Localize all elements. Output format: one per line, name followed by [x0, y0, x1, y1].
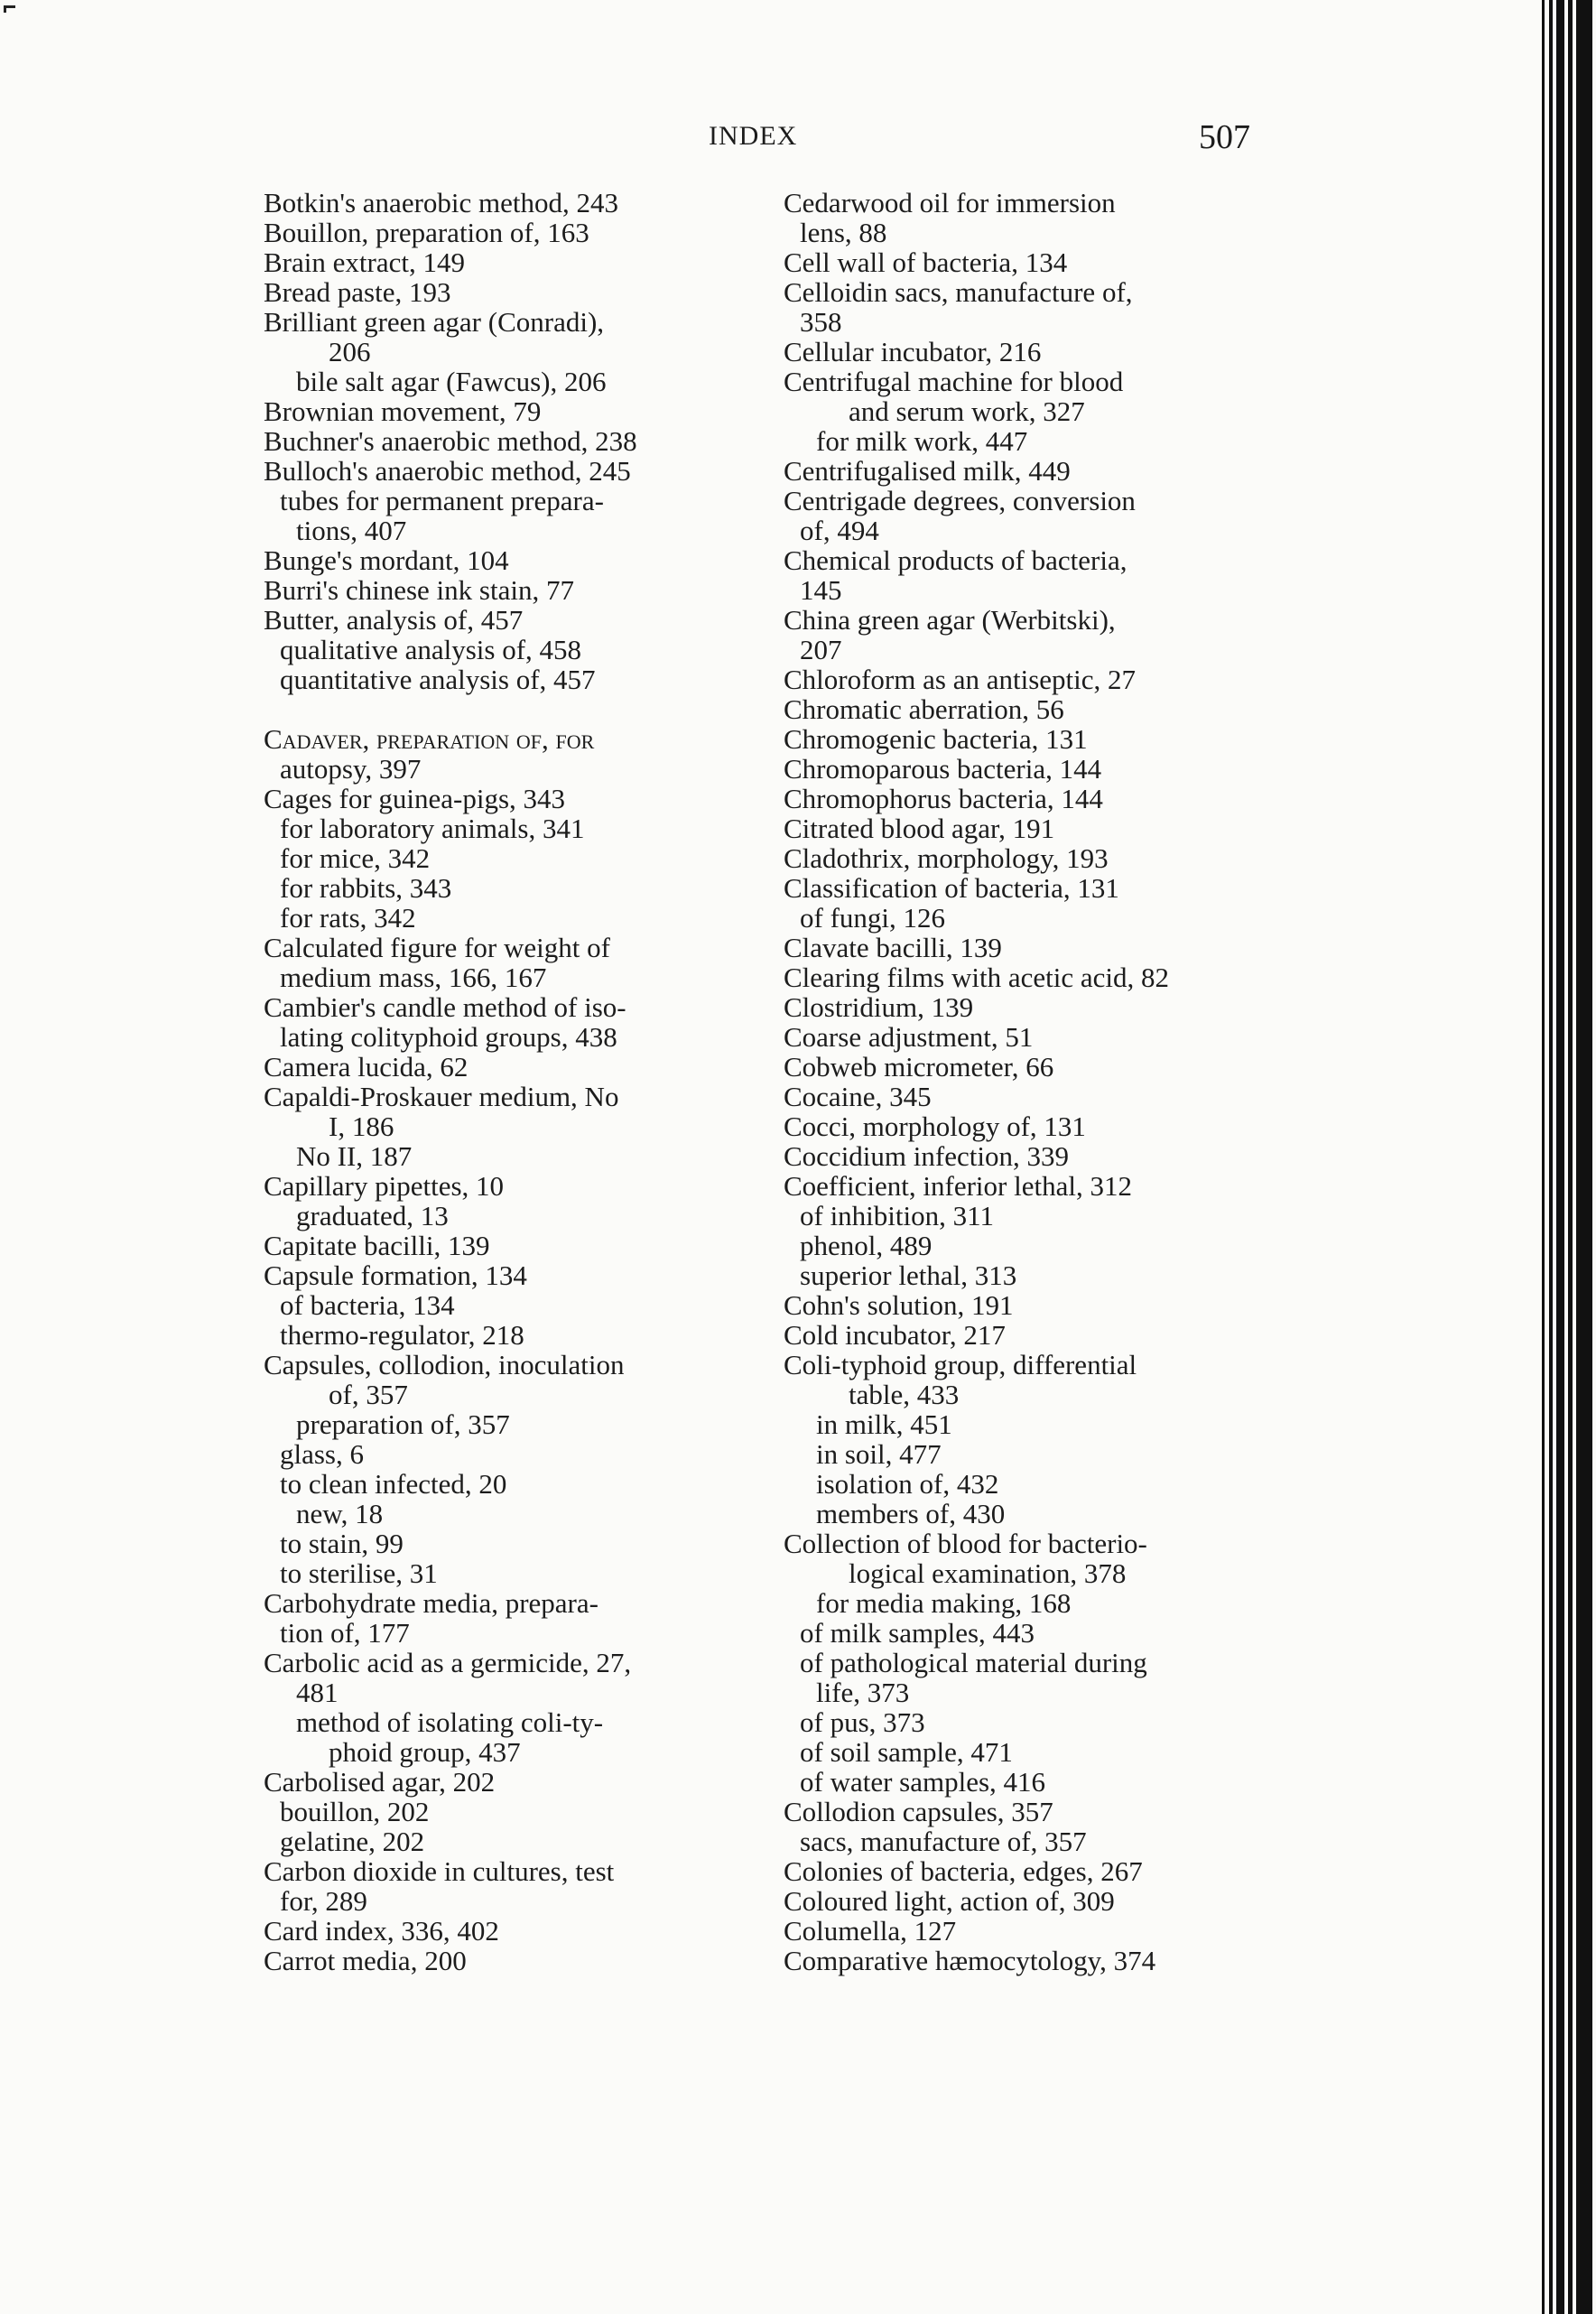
running-head: INDEX — [709, 121, 798, 151]
index-entry: Coli-typhoid group, differential — [784, 1349, 1137, 1380]
index-entry: Cedarwood oil for immersion — [784, 187, 1116, 218]
index-subentry: for laboratory animals, 341 — [280, 813, 585, 844]
index-subentry: of pathological material during — [800, 1647, 1147, 1678]
index-subentry: 145 — [800, 574, 842, 606]
index-subentry: for rabbits, 343 — [280, 872, 452, 904]
index-entry: Cocaine, 345 — [784, 1081, 932, 1112]
index-entry: Coefficient, inferior lethal, 312 — [784, 1170, 1132, 1202]
index-subentry: tion of, 177 — [280, 1617, 410, 1649]
index-entry: Capsule formation, 134 — [264, 1259, 527, 1291]
index-entry: Coarse adjustment, 51 — [784, 1021, 1034, 1053]
index-entry: Capillary pipettes, 10 — [264, 1170, 505, 1202]
index-subentry: 206 — [329, 336, 371, 367]
index-entry: Bunge's mordant, 104 — [264, 544, 509, 576]
index-entry: Cell wall of bacteria, 134 — [784, 246, 1068, 278]
index-subentry: lating colityphoid groups, 438 — [280, 1021, 617, 1053]
index-entry: China green agar (Werbitski), — [784, 604, 1116, 636]
index-subentry: autopsy, 397 — [280, 753, 422, 785]
book-spine-edge — [1542, 0, 1596, 2314]
index-subentry: bile salt agar (Fawcus), 206 — [296, 366, 607, 397]
index-entry: Chromoparous bacteria, 144 — [784, 753, 1102, 785]
page-header — [0, 117, 1596, 172]
index-subentry: method of isolating coli-ty- — [296, 1706, 604, 1738]
index-entry: Brain extract, 149 — [264, 246, 465, 278]
index-subentry: to stain, 99 — [280, 1528, 404, 1559]
section-gap — [264, 694, 774, 724]
index-subentry: to sterilise, 31 — [280, 1557, 438, 1589]
index-entry: Citrated blood agar, 191 — [784, 813, 1055, 844]
index-entry: Celloidin sacs, manufacture of, — [784, 276, 1133, 308]
index-entry: Cages for guinea-pigs, 343 — [264, 783, 566, 814]
index-entry: Card index, 336, 402 — [264, 1915, 499, 1947]
index-subentry: quantitative analysis of, 457 — [280, 664, 596, 695]
index-entry: Bulloch's anaerobic method, 245 — [264, 455, 631, 487]
index-entry: Collection of blood for bacterio- — [784, 1528, 1147, 1559]
index-subentry: phenol, 489 — [800, 1230, 933, 1261]
index-subentry: qualitative analysis of, 458 — [280, 634, 582, 665]
index-subentry: thermo-regulator, 218 — [280, 1319, 524, 1351]
index-subentry: superior lethal, 313 — [800, 1259, 1017, 1291]
index-entry: Capsules, collodion, inoculation — [264, 1349, 625, 1380]
index-subentry: for media making, 168 — [816, 1587, 1072, 1619]
index-subentry: tubes for permanent prepara- — [280, 485, 604, 516]
index-subentry: of milk samples, 443 — [800, 1617, 1035, 1649]
index-entry: Comparative hæmocytology, 374 — [784, 1945, 1156, 1976]
index-entry: Cladothrix, morphology, 193 — [784, 842, 1109, 874]
index-subentry: 207 — [800, 634, 842, 665]
index-subentry: preparation of, 357 — [296, 1408, 510, 1440]
index-column-left — [264, 188, 774, 1975]
index-entry: Centrifugalised milk, 449 — [784, 455, 1071, 487]
index-entry: Carbon dioxide in cultures, test — [264, 1855, 615, 1887]
index-subentry: medium mass, 166, 167 — [280, 962, 547, 993]
index-subentry: of inhibition, 311 — [800, 1200, 994, 1231]
page-number: 507 — [1199, 118, 1250, 156]
index-subentry: for mice, 342 — [280, 842, 431, 874]
index-subentry: of fungi, 126 — [800, 902, 946, 934]
index-subentry: table, 433 — [849, 1379, 960, 1410]
index-subentry: bouillon, 202 — [280, 1796, 430, 1827]
index-subentry: sacs, manufacture of, 357 — [800, 1826, 1087, 1857]
index-entry: Capitate bacilli, 139 — [264, 1230, 490, 1261]
index-subentry: for, 289 — [280, 1885, 367, 1917]
index-subentry: new, 18 — [296, 1498, 384, 1529]
index-subentry: of pus, 373 — [800, 1706, 925, 1738]
index-subentry: phoid group, 437 — [329, 1736, 521, 1768]
index-entry: Cohn's solution, 191 — [784, 1289, 1014, 1321]
index-subentry: gelatine, 202 — [280, 1826, 425, 1857]
index-entry: Coccidium infection, 339 — [784, 1140, 1069, 1172]
index-entry: Colonies of bacteria, edges, 267 — [784, 1855, 1143, 1887]
index-entry: Classification of bacteria, 131 — [784, 872, 1119, 904]
index-entry: Centrigade degrees, conversion — [784, 485, 1136, 516]
index-subentry: of, 357 — [329, 1379, 408, 1410]
index-entry: Brilliant green agar (Conradi), — [264, 306, 605, 338]
index-subentry: of soil sample, 471 — [800, 1736, 1013, 1768]
index-subentry: of bacteria, 134 — [280, 1289, 455, 1321]
index-entry: Butter, analysis of, 457 — [264, 604, 524, 636]
index-entry: Capaldi-Proskauer medium, No — [264, 1081, 619, 1112]
index-entry: Chromophorus bacteria, 144 — [784, 783, 1103, 814]
index-entry: Clearing films with acetic acid, 82 — [784, 962, 1169, 993]
index-entry: Collodion capsules, 357 — [784, 1796, 1053, 1827]
index-entry: Chromogenic bacteria, 131 — [784, 723, 1088, 755]
index-entry: Buchner's anaerobic method, 238 — [264, 425, 637, 457]
index-entry: Cocci, morphology of, 131 — [784, 1111, 1086, 1142]
index-subentry: for milk work, 447 — [816, 425, 1028, 457]
index-entry: Chemical products of bacteria, — [784, 544, 1127, 576]
index-entry: Bread paste, 193 — [264, 276, 451, 308]
index-entry: Cellular incubator, 216 — [784, 336, 1042, 367]
index-entry: Brownian movement, 79 — [264, 395, 542, 427]
index-subentry: isolation of, 432 — [816, 1468, 999, 1500]
index-subentry: life, 373 — [816, 1677, 910, 1708]
index-subentry: tions, 407 — [296, 515, 407, 546]
index-entry: Carrot media, 200 — [264, 1945, 467, 1976]
index-entry: Clostridium, 139 — [784, 991, 974, 1023]
corner-crop-mark — [4, 5, 15, 13]
index-subentry: graduated, 13 — [296, 1200, 449, 1231]
index-subentry: logical examination, 378 — [849, 1557, 1127, 1589]
index-subentry: I, 186 — [329, 1111, 394, 1142]
index-entry: Cobweb micrometer, 66 — [784, 1051, 1054, 1083]
index-entry: Carbolic acid as a germicide, 27, — [264, 1647, 632, 1678]
index-subentry: 481 — [296, 1677, 339, 1708]
index-entry: Centrifugal machine for blood — [784, 366, 1124, 397]
index-subentry: of, 494 — [800, 515, 879, 546]
index-entry: Cadaver, preparation of, for — [264, 723, 595, 755]
index-entry: Columella, 127 — [784, 1915, 957, 1947]
index-entry: Carbolised agar, 202 — [264, 1766, 496, 1798]
index-entry: Cambier's candle method of iso- — [264, 991, 626, 1023]
index-entry: Cold incubator, 217 — [784, 1319, 1006, 1351]
index-column-right — [784, 188, 1271, 1975]
index-entry: Chloroform as an antiseptic, 27 — [784, 664, 1136, 695]
index-subentry: in milk, 451 — [816, 1408, 952, 1440]
index-entry: Coloured light, action of, 309 — [784, 1885, 1115, 1917]
index-subentry: No II, 187 — [296, 1140, 413, 1172]
index-entry: Botkin's anaerobic method, 243 — [264, 187, 619, 218]
index-entry: Camera lucida, 62 — [264, 1051, 469, 1083]
index-subentry: of water samples, 416 — [800, 1766, 1046, 1798]
index-subentry: to clean infected, 20 — [280, 1468, 507, 1500]
index-subentry: lens, 88 — [800, 217, 887, 248]
index-subentry: glass, 6 — [280, 1438, 364, 1470]
index-subentry: 358 — [800, 306, 842, 338]
index-entry: Clavate bacilli, 139 — [784, 932, 1002, 963]
index-subentry: and serum work, 327 — [849, 395, 1085, 427]
index-entry: Calculated figure for weight of — [264, 932, 610, 963]
index-entry: Burri's chinese ink stain, 77 — [264, 574, 574, 606]
index-entry: Chromatic aberration, 56 — [784, 693, 1064, 725]
index-subentry: members of, 430 — [816, 1498, 1006, 1529]
index-subentry: for rats, 342 — [280, 902, 416, 934]
index-subentry: in soil, 477 — [816, 1438, 942, 1470]
index-entry: Bouillon, preparation of, 163 — [264, 217, 589, 248]
index-entry: Carbohydrate media, prepara- — [264, 1587, 598, 1619]
